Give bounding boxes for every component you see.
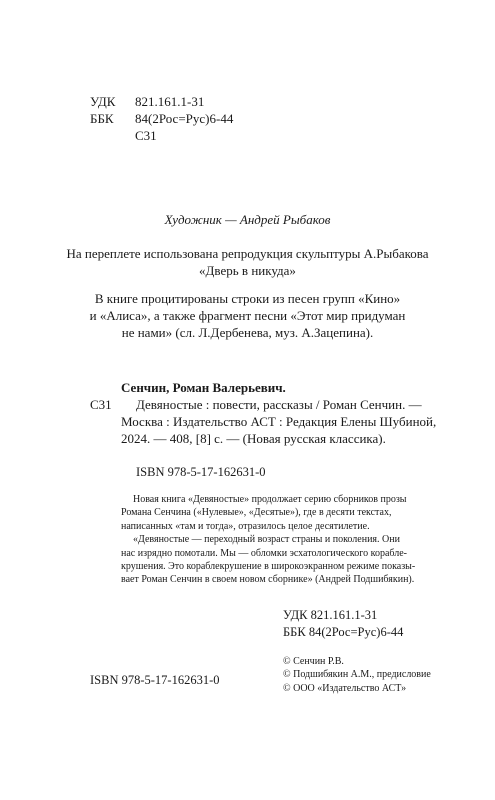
copyright-block [283,655,431,695]
catalog-description-cont [121,413,436,447]
quote-note [0,290,495,341]
udk-label: УДК [90,94,116,109]
annotation-line: Новая книга «Девяностые» продолжает серию сборников прозы [133,494,407,505]
bbk-label: ББК [90,111,114,126]
bbk-row [90,110,233,127]
annotation-line: крушения. Это кораблекрушение в широкоэкранном режиме показы- [121,561,416,573]
top-classification-block [90,93,233,144]
catalog-line: 2024. — 408, [8] с. — (Новая русская классика). [121,431,386,446]
copyright-line: © Подшибякин А.М., предисловие [283,669,431,681]
annotation-line: Романа Сенчина («Нулевые», «Десятые»), где в десяти текстах, [121,507,392,519]
bottom-bbk: ББК 84(2Рос=Рус)6-44 [283,625,404,639]
annotation-line: «Девяностые — переходный возраст страны и поколения. Они [133,534,400,546]
bottom-isbn: ISBN 978-5-17-162631-0 [90,673,220,687]
copyright-line: © Сенчин Р.В. [283,656,344,667]
catalog-mark: С31 [90,397,112,412]
annotation-line: написанных «там и тогда», отразилось целое десятилетие. [121,520,370,532]
artist-label: Художник — [164,212,240,227]
cover-note [0,245,495,279]
artist-line [0,211,495,228]
annotation [121,493,415,587]
catalog-isbn: ISBN 978-5-17-162631-0 [136,465,266,479]
author-mark: С31 [135,128,157,143]
bottom-classification-block [283,607,403,641]
quote-note-line: не нами» (сл. Л.Дербенева, муз. А.Зацепина). [121,325,374,340]
author-mark-row [90,127,233,144]
annotation-line: нас изрядно помотали. Мы — обломки эсхатологического корабле- [121,547,408,559]
cover-note-line: «Дверь в никуда» [199,263,296,278]
copyright-line: © ООО «Издательство АСТ» [283,682,407,694]
quote-note-line: и «Алиса», а также фрагмент песни «Этот мир придуман [89,308,406,323]
catalog-author-heading: Сенчин, Роман Валерьевич. [121,380,286,395]
bottom-udk: УДК 821.161.1-31 [283,608,378,622]
catalog-line: Москва : Издательство АСТ : Редакция Елены Шубиной, [121,414,437,429]
bbk-value: 84(2Рос=Рус)6-44 [135,111,234,126]
annotation-line: вает Роман Сенчин в своем новом сборнике» (Андрей Подшибякин). [121,574,415,586]
artist-name: Андрей Рыбаков [239,212,331,227]
catalog-line: Девяностые : повести, рассказы / Роман Сенчин. — [136,397,422,412]
udk-row [90,93,233,110]
quote-note-line: В книге процитированы строки из песен групп «Кино» [94,291,401,306]
cover-note-line: На переплете использована репродукция скульптуры А.Рыбакова [66,246,429,261]
udk-value: 821.161.1-31 [135,94,205,109]
catalog-description [136,396,422,413]
